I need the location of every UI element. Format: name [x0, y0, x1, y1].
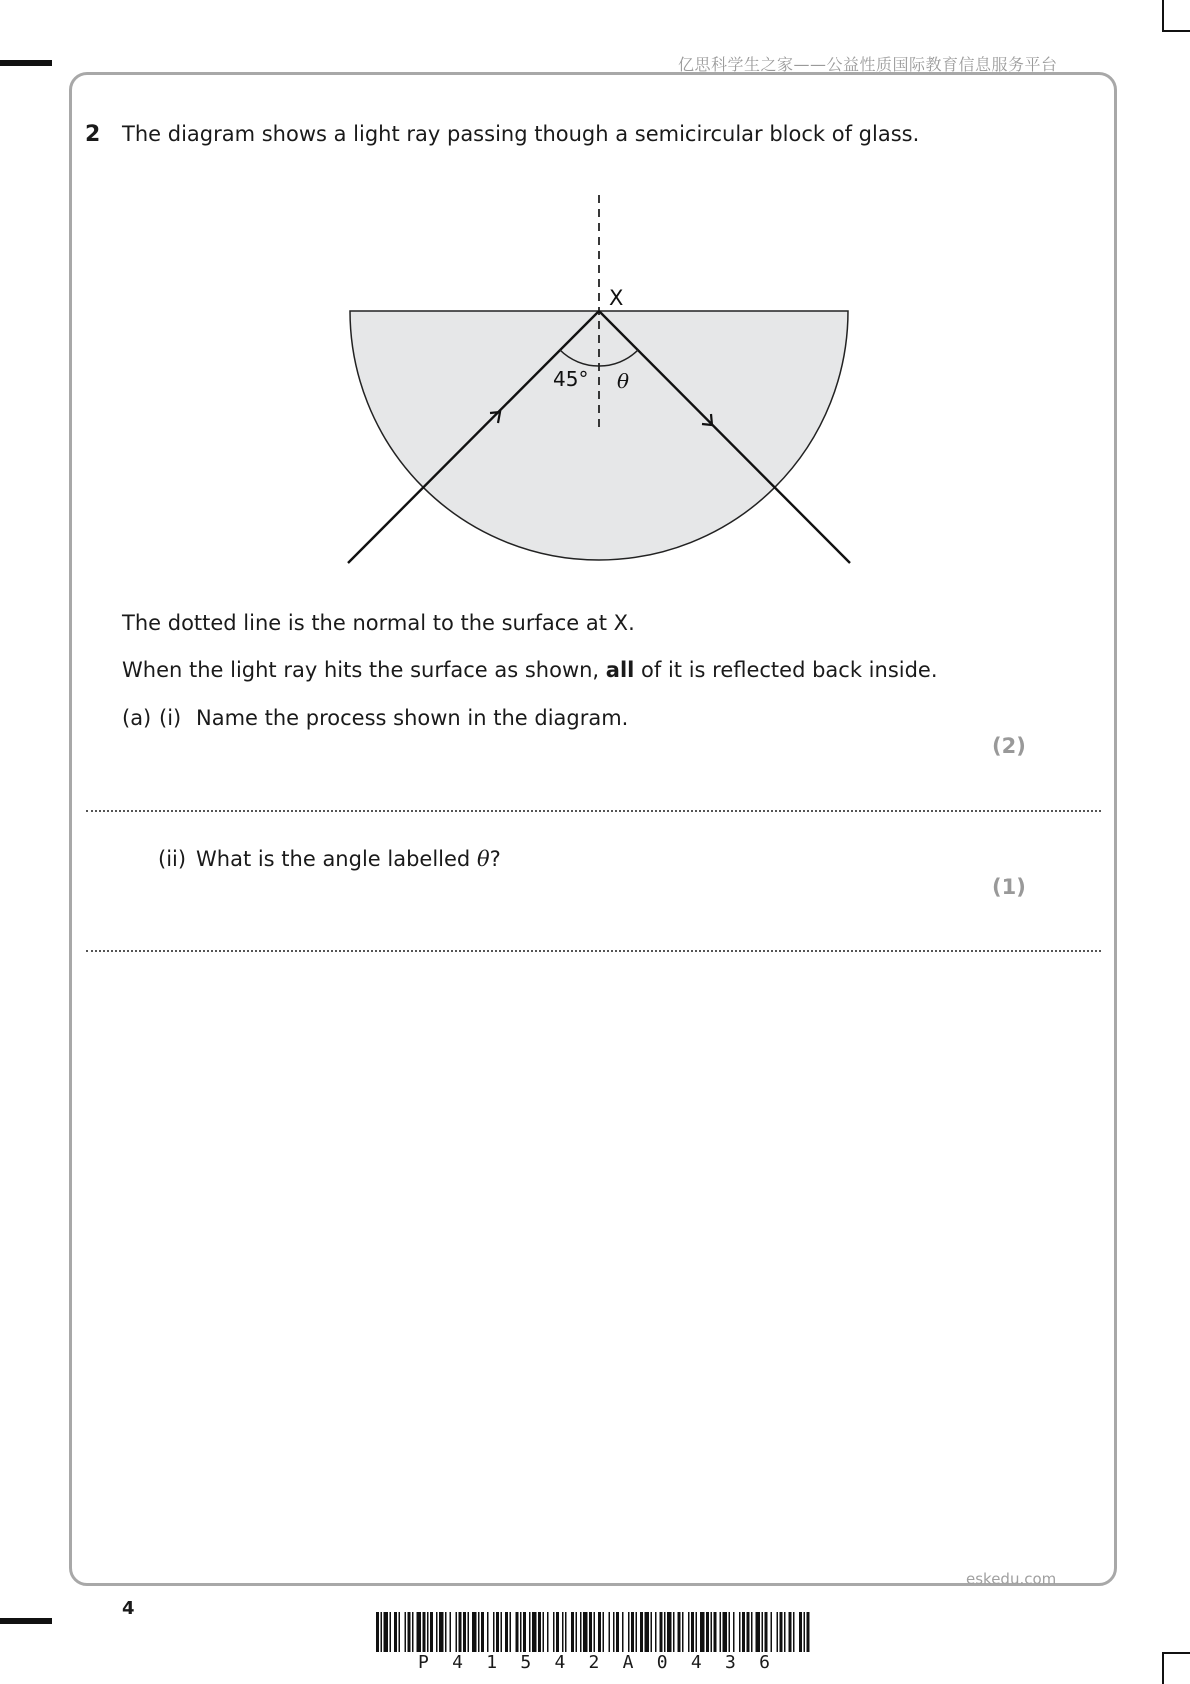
barcode-char: 0 — [656, 1652, 668, 1673]
barcode-bar — [423, 1612, 426, 1652]
reflection-statement — [122, 658, 938, 682]
barcode-bar — [784, 1612, 786, 1652]
barcode-bar — [739, 1612, 741, 1652]
barcode-bar — [667, 1612, 672, 1652]
barcode-bar — [696, 1612, 698, 1652]
reflection-statement-post: of it is reflected back inside. — [634, 658, 938, 682]
barcode-bar — [628, 1612, 630, 1652]
question-number: 2 — [85, 122, 101, 147]
barcode-bar — [412, 1612, 414, 1652]
barcode-bar — [376, 1612, 379, 1652]
barcode-bar — [733, 1612, 735, 1652]
barcode-bar — [529, 1612, 531, 1652]
point-x-label: X — [609, 286, 624, 310]
barcode-bar — [450, 1612, 452, 1652]
barcode-bar — [496, 1612, 499, 1652]
barcode-bar — [472, 1612, 477, 1652]
barcode-bar — [756, 1612, 761, 1652]
barcode-bar — [547, 1612, 549, 1652]
answer-line-part-ii[interactable] — [86, 950, 1101, 952]
crop-mark-bottom-left — [0, 1618, 52, 1624]
barcode-bar — [780, 1612, 783, 1652]
barcode-char: 4 — [452, 1652, 463, 1673]
barcode-bar — [445, 1612, 447, 1652]
barcode-bar — [751, 1612, 753, 1652]
crop-mark-top-left — [0, 60, 52, 66]
barcode-bar — [723, 1612, 728, 1652]
barcode-bar — [711, 1612, 713, 1652]
crop-mark-top-right — [1162, 0, 1164, 30]
crop-mark-bottom-right-h — [1162, 1652, 1190, 1654]
barcode-bar — [645, 1612, 650, 1652]
barcode-char: 6 — [759, 1652, 770, 1673]
barcode-bar — [636, 1612, 638, 1652]
barcode-bar — [543, 1612, 545, 1652]
part-i-label: (i) — [159, 706, 182, 730]
barcode-bar — [651, 1612, 653, 1652]
barcode-bar — [789, 1612, 792, 1652]
part-a-label: (a) — [122, 706, 152, 730]
barcode-char: 2 — [588, 1652, 600, 1673]
semicircle-block — [350, 311, 848, 560]
crop-mark-bottom-right — [1162, 1654, 1164, 1684]
barcode-bar — [565, 1612, 567, 1652]
barcode-bar — [807, 1612, 810, 1652]
barcode-bar — [459, 1612, 462, 1652]
barcode-char: A — [622, 1652, 634, 1673]
barcode-bar — [417, 1612, 422, 1652]
barcode-bar — [501, 1612, 503, 1652]
barcode-bar — [609, 1612, 611, 1652]
barcode-bar — [510, 1612, 512, 1652]
barcode-bar — [468, 1612, 470, 1652]
barcode-bar — [706, 1612, 709, 1652]
barcode-bar — [583, 1612, 588, 1652]
barcode-bar — [594, 1612, 596, 1652]
barcode-bar — [430, 1612, 433, 1652]
crop-mark-top-right-h — [1162, 30, 1190, 32]
barcode-bar — [720, 1612, 722, 1652]
barcode-bar — [664, 1612, 666, 1652]
barcode-bar — [390, 1612, 392, 1652]
barcode-bar — [394, 1612, 397, 1652]
part-ii-question-post: ? — [489, 847, 501, 871]
barcode-bar — [520, 1612, 522, 1652]
barcode-bar — [427, 1612, 429, 1652]
barcode-bar — [771, 1612, 773, 1652]
part-ii-label: (ii) — [158, 847, 187, 871]
barcode-bar — [538, 1612, 541, 1652]
barcode-bar — [762, 1612, 764, 1652]
barcode-bar — [660, 1612, 663, 1652]
barcode-bar — [381, 1612, 383, 1652]
barcode-bar — [777, 1612, 779, 1652]
barcode-bar — [700, 1612, 705, 1652]
angle-theta-label: θ — [617, 369, 630, 393]
barcode — [376, 1612, 812, 1652]
barcode-bar — [622, 1612, 624, 1652]
part-ii-question-pre: What is the angle labelled — [196, 847, 477, 871]
barcode-bar — [523, 1612, 526, 1652]
part-ii-theta: θ — [476, 847, 490, 871]
barcode-bar — [589, 1612, 592, 1652]
barcode-char: 3 — [724, 1652, 736, 1673]
page-number: 4 — [122, 1598, 135, 1619]
barcode-bar — [682, 1612, 684, 1652]
barcode-bar — [678, 1612, 681, 1652]
barcode-bar — [532, 1612, 537, 1652]
barcode-bar — [487, 1612, 489, 1652]
question-stem: The diagram shows a light ray passing though a semicircular block of glass. — [122, 122, 920, 146]
barcode-bar — [405, 1612, 407, 1652]
barcode-bar — [436, 1612, 438, 1652]
barcode-bar — [640, 1612, 643, 1652]
header-watermark: 亿思科学生之家——公益性质国际教育信息服务平台 — [678, 55, 1058, 74]
barcode-bar — [691, 1612, 694, 1652]
barcode-bar — [804, 1612, 806, 1652]
normal-statement: The dotted line is the normal to the surface at X. — [122, 611, 635, 635]
barcode-bar — [478, 1612, 480, 1652]
barcode-bar — [505, 1612, 508, 1652]
barcode-bar — [439, 1612, 444, 1652]
barcode-bar — [673, 1612, 675, 1652]
barcode-bar — [799, 1612, 802, 1652]
barcode-bar — [493, 1612, 495, 1652]
angle-45-label: 45° — [553, 367, 589, 391]
barcode-bar — [655, 1612, 657, 1652]
barcode-bar — [793, 1612, 795, 1652]
barcode-char: P — [418, 1652, 429, 1673]
barcode-bar — [765, 1612, 768, 1652]
barcode-bar — [613, 1612, 615, 1652]
glass-block-diagram — [330, 185, 860, 575]
barcode-bar — [408, 1612, 411, 1652]
barcode-bar — [714, 1612, 717, 1652]
barcode-bar — [481, 1612, 484, 1652]
barcode-char: 5 — [520, 1652, 532, 1673]
part-i-marks: (2) — [992, 734, 1026, 758]
barcode-bar — [384, 1612, 389, 1652]
barcode-bar — [747, 1612, 750, 1652]
barcode-bar — [553, 1612, 555, 1652]
part-ii-question — [196, 847, 501, 871]
barcode-char: 4 — [690, 1652, 702, 1673]
footer-watermark: eskedu.com — [966, 1570, 1057, 1588]
barcode-bar — [576, 1612, 578, 1652]
part-ii-marks: (1) — [992, 875, 1026, 899]
answer-line-part-i[interactable] — [86, 810, 1101, 812]
barcode-bar — [463, 1612, 466, 1652]
barcode-bar — [580, 1612, 582, 1652]
reflection-statement-bold: all — [605, 658, 635, 682]
barcode-char: 1 — [486, 1652, 498, 1673]
barcode-bar — [742, 1612, 745, 1652]
barcode-bar — [603, 1612, 605, 1652]
barcode-bar — [571, 1612, 574, 1652]
part-i-question: Name the process shown in the diagram. — [196, 706, 629, 730]
barcode-bar — [729, 1612, 731, 1652]
barcode-bar — [631, 1612, 634, 1652]
barcode-bar — [598, 1612, 601, 1652]
barcode-bar — [516, 1612, 519, 1652]
barcode-char: 4 — [554, 1652, 566, 1673]
barcode-bar — [399, 1612, 401, 1652]
barcode-bar — [456, 1612, 458, 1652]
barcode-bar — [616, 1612, 619, 1652]
barcode-bar — [688, 1612, 690, 1652]
reflection-statement-pre: When the light ray hits the surface as shown, — [122, 658, 606, 682]
barcode-bar — [562, 1612, 564, 1652]
barcode-text — [376, 1652, 812, 1673]
barcode-bar — [556, 1612, 559, 1652]
